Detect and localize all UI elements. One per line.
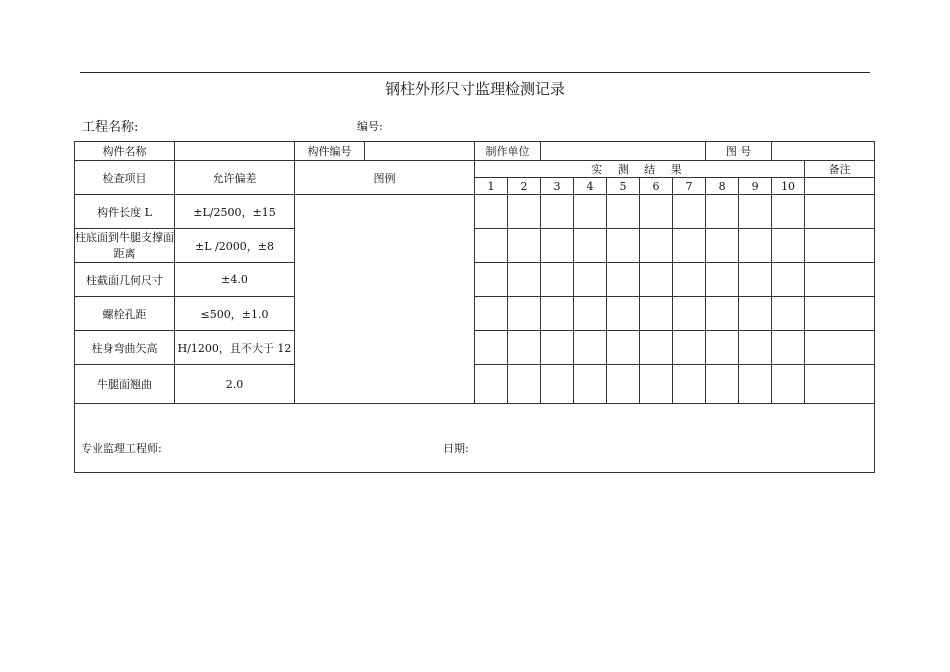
table-row [75,195,875,229]
measure-cell[interactable] [640,331,673,365]
measure-cell[interactable] [508,365,541,404]
remarks-cell[interactable] [805,229,875,263]
date-label: 日期: [443,442,469,455]
measure-cell[interactable] [607,297,640,331]
number-label: 编号: [357,120,383,133]
measure-cell[interactable] [772,331,805,365]
document-title: 钢柱外形尺寸监理检测记录 [384,80,565,98]
inspection-item: 构件长度 L [75,195,175,229]
measure-cell[interactable] [607,195,640,229]
component-no-value[interactable] [365,142,475,161]
measure-col-header: 6 [640,178,673,195]
measure-cell[interactable] [673,297,706,331]
top-rule [80,72,870,73]
inspection-item: 柱截面几何尺寸 [75,263,175,297]
measure-cell[interactable] [772,229,805,263]
tolerance-value: ≤500，±1.0 [175,297,295,331]
remarks-subheader [805,178,875,195]
table-row [75,229,875,263]
measure-cell[interactable] [541,263,574,297]
measure-cell[interactable] [508,297,541,331]
table-row [75,365,875,404]
inspection-record-table [74,141,875,473]
measure-cell[interactable] [706,297,739,331]
tolerance-value: H/1200，且不大于 12 [175,331,295,365]
measure-cell[interactable] [607,331,640,365]
measure-cell[interactable] [574,229,607,263]
measure-cell[interactable] [541,297,574,331]
measure-cell[interactable] [673,195,706,229]
measure-cell[interactable] [673,263,706,297]
measure-cell[interactable] [706,263,739,297]
remarks-cell[interactable] [805,195,875,229]
measure-cell[interactable] [541,195,574,229]
inspection-item: 柱底面到牛腿支撑面距离 [75,229,175,263]
tolerance-value: ±L/2500，±15 [175,195,295,229]
maker-label: 制作单位 [475,142,541,161]
measure-cell[interactable] [508,263,541,297]
inspection-item: 螺栓孔距 [75,297,175,331]
measure-cell[interactable] [640,297,673,331]
remarks-cell[interactable] [805,365,875,404]
table-row [75,263,875,297]
measure-cell[interactable] [772,195,805,229]
measure-cell[interactable] [739,365,772,404]
tolerance-value: ±4.0 [175,263,295,297]
measure-cell[interactable] [574,331,607,365]
measure-cell[interactable] [607,263,640,297]
measure-cell[interactable] [508,331,541,365]
measure-cell[interactable] [739,297,772,331]
remarks-cell[interactable] [805,297,875,331]
measure-col-header: 3 [541,178,574,195]
engineer-label: 专业监理工程师: [81,442,162,455]
measure-cell[interactable] [640,229,673,263]
illustration-header: 图例 [295,161,475,195]
drawing-no-value[interactable] [772,142,875,161]
measure-cell[interactable] [640,365,673,404]
signature-area [75,404,875,473]
measure-col-header: 7 [673,178,706,195]
measure-cell[interactable] [706,195,739,229]
maker-value[interactable] [541,142,706,161]
measure-cell[interactable] [673,331,706,365]
measure-cell[interactable] [475,297,508,331]
measure-col-header: 9 [739,178,772,195]
measure-cell[interactable] [475,365,508,404]
drawing-no-label: 图 号 [706,142,772,161]
measure-cell[interactable] [475,195,508,229]
remarks-cell[interactable] [805,331,875,365]
inspection-item: 柱身弯曲矢高 [75,331,175,365]
measure-cell[interactable] [574,263,607,297]
component-no-label: 构件编号 [295,142,365,161]
illustration-area [295,195,475,404]
measure-cell[interactable] [739,331,772,365]
measure-cell[interactable] [706,229,739,263]
measure-cell[interactable] [706,365,739,404]
measure-cell[interactable] [508,195,541,229]
remarks-cell[interactable] [805,263,875,297]
measure-cell[interactable] [541,331,574,365]
measure-col-header: 1 [475,178,508,195]
measure-cell[interactable] [640,195,673,229]
measure-cell[interactable] [574,365,607,404]
project-name-label: 工程名称: [82,120,139,135]
measure-cell[interactable] [772,365,805,404]
measure-col-header: 5 [607,178,640,195]
measure-cell[interactable] [475,229,508,263]
measure-cell[interactable] [574,195,607,229]
measure-cell[interactable] [508,229,541,263]
measure-cell[interactable] [574,297,607,331]
measure-cell[interactable] [739,195,772,229]
measure-cell[interactable] [607,229,640,263]
tolerance-value: 2.0 [175,365,295,404]
measure-cell[interactable] [673,229,706,263]
tolerance-value: ±L /2000，±8 [175,229,295,263]
measure-col-header: 4 [574,178,607,195]
measure-col-header: 8 [706,178,739,195]
measure-cell[interactable] [640,263,673,297]
measure-cell[interactable] [772,297,805,331]
inspection-item-header: 检查项目 [75,161,175,195]
remarks-header: 备注 [805,161,875,178]
measure-cell[interactable] [706,331,739,365]
measure-cell[interactable] [475,263,508,297]
measure-cell[interactable] [475,331,508,365]
measure-cell[interactable] [541,365,574,404]
table-row [75,331,875,365]
measure-cell[interactable] [772,263,805,297]
table-row [75,297,875,331]
tolerance-header: 允许偏差 [175,161,295,195]
measure-col-header: 2 [508,178,541,195]
measure-cell[interactable] [739,263,772,297]
inspection-item: 牛腿面翘曲 [75,365,175,404]
measure-col-header: 10 [772,178,805,195]
measured-results-header: 实 测 结 果 [475,161,805,178]
measure-cell[interactable] [541,229,574,263]
measure-cell[interactable] [739,229,772,263]
component-name-value[interactable] [175,142,295,161]
component-name-label: 构件名称 [75,142,175,161]
measure-cell[interactable] [607,365,640,404]
measure-cell[interactable] [673,365,706,404]
